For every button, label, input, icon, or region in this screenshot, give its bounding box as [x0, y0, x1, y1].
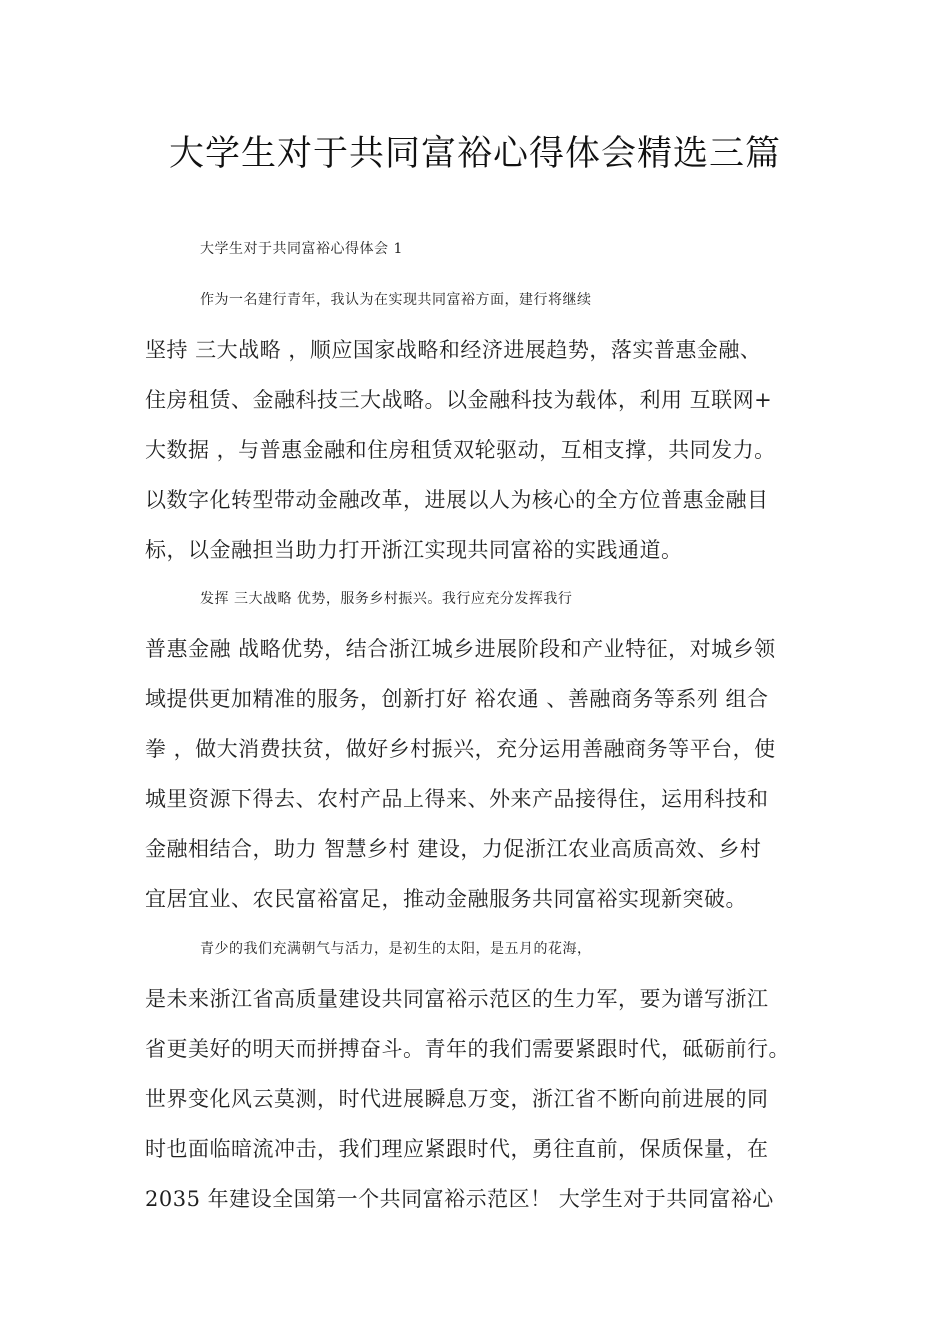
body-line: 以数字化转型带动金融改革，进展以人为核心的全方位普惠金融目 [145, 488, 769, 512]
body-line: 标，以金融担当助力打开浙江实现共同富裕的实践通道。 [145, 538, 683, 562]
body-line: 拳 ，做大消费扶贫，做好乡村振兴，充分运用善融商务等平台，使 [145, 737, 776, 761]
section-heading: 大学生对于共同富裕心得体会 1 [200, 241, 403, 257]
body-line: 省更美好的明天而拼搏奋斗。青年的我们需要紧跟时代，砥砺前行。 [145, 1037, 790, 1061]
body-line: 金融相结合，助力 智慧乡村 建设，力促浙江农业高质高效、乡村 [145, 837, 762, 861]
body-line: 大数据 ，与普惠金融和住房租赁双轮驱动，互相支撑，共同发力。 [145, 438, 776, 462]
body-line: 域提供更加精准的服务，创新打好 裕农通 、善融商务等系列 组合 [145, 687, 769, 711]
body-line: 住房租赁、金融科技三大战略。以金融科技为载体，利用 互联网+ [145, 388, 773, 412]
body-line: 时也面临暗流冲击，我们理应紧跟时代，勇往直前，保质保量，在 [145, 1137, 769, 1161]
body-line: 青少的我们充满朝气与活力，是初生的太阳，是五月的花海， [200, 941, 592, 957]
body-line: 宜居宜业、农民富裕富足，推动金融服务共同富裕实现新突破。 [145, 887, 747, 911]
body-line: 世界变化风云莫测，时代进展瞬息万变，浙江省不断向前进展的同 [145, 1087, 769, 1111]
page-title: 大学生对于共同富裕心得体会精选三篇 [168, 134, 781, 174]
body-line: 发挥 三大战略 优势，服务乡村振兴。我行应充分发挥我行 [200, 591, 573, 607]
body-line: 坚持 三大战略 ，顺应国家战略和经济进展趋势，落实普惠金融、 [145, 338, 762, 362]
body-line: 2035 年建设全国第一个共同富裕示范区！ 大学生对于共同富裕心 [145, 1187, 774, 1211]
body-line: 作为一名建行青年，我认为在实现共同富裕方面，建行将继续 [200, 292, 592, 308]
body-line: 是未来浙江省高质量建设共同富裕示范区的生力军，要为谱写浙江 [145, 987, 769, 1011]
body-line: 城里资源下得去、农村产品上得来、外来产品接得住，运用科技和 [145, 787, 769, 811]
body-line: 普惠金融 战略优势，结合浙江城乡进展阶段和产业特征，对城乡领 [145, 637, 776, 661]
